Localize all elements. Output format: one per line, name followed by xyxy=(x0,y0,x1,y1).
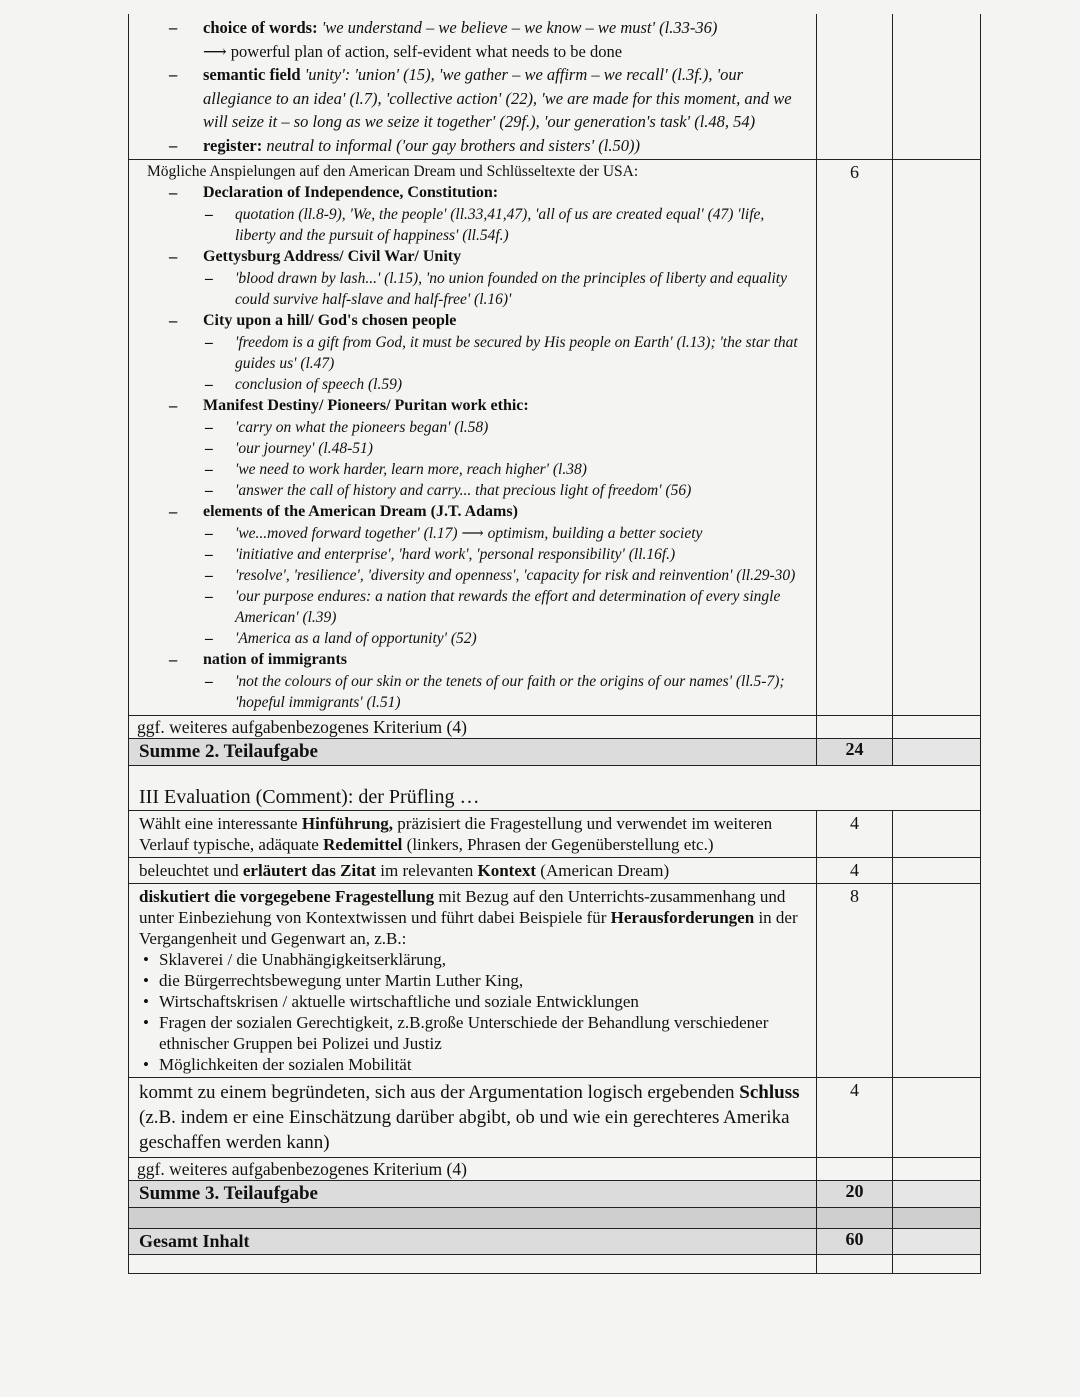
allusion-heading: – Manifest Destiny/ Pioneers/ Puritan work ethic: xyxy=(203,397,529,414)
challenge-item: • Möglichkeiten der sozialen Mobilität xyxy=(139,1054,806,1075)
allusion-quote: – 'we need to work harder, learn more, reach higher' (l.38) xyxy=(203,459,808,480)
allusion-quote: – 'we...moved forward together' (l.17) ⟶ optimism, building a better society xyxy=(203,523,808,544)
further-criterion: ggf. weiteres aufgabenbezogenes Kriterium (4) xyxy=(129,716,817,739)
allusion-heading: – City upon a hill/ God's chosen people xyxy=(203,312,457,329)
language-analysis-row xyxy=(129,14,981,160)
sum-3-label: Summe 3. Teilaufgabe xyxy=(129,1181,817,1208)
allusion-quote: – 'resolve', 'resilience', 'diversity and openness', 'capacity for risk and reinvention' (ll.29-30) xyxy=(203,565,808,586)
criterion-quote: beleuchtet und erläutert das Zitat im relevanten Kontext (American Dream) xyxy=(129,858,817,884)
criterion-conclusion: kommt zu einem begründeten, sich aus der Argumentation logisch ergebenden Schluss (z.B. indem er eine Einschätzung darüber abgibt, ob und wie ein gerechteres Amerika geschaffen werden kann) xyxy=(129,1078,817,1158)
grading-sheet xyxy=(128,14,980,1274)
allusion-quote: – 'not the colours of our skin or the tenets of our faith or the origins of our names' (ll.5-7); 'hopeful immigrants' (l.51) xyxy=(203,671,808,713)
allusions-list xyxy=(139,182,808,713)
allusion-group xyxy=(139,310,808,395)
challenge-item: • Wirtschaftskrisen / aktuelle wirtschaftliche und soziale Entwicklungen xyxy=(139,991,806,1012)
allusion-heading: – Declaration of Independence, Constitution: xyxy=(203,184,499,201)
allusion-quote: – quotation (ll.8-9), 'We, the people' (ll.33,41,47), 'all of us are created equal' (47) 'life, liberty and the pursuit of happiness' (ll.54f.) xyxy=(203,204,808,246)
criterion-intro-row xyxy=(129,811,981,858)
allusion-heading: – Gettysburg Address/ Civil War/ Unity xyxy=(203,248,462,265)
allusion-quote: – 'initiative and enterprise', 'hard work', 'personal responsibility' (ll.16f.) xyxy=(203,544,808,565)
section-3-title: III Evaluation (Comment): der Prüfling … xyxy=(129,766,981,811)
allusion-group xyxy=(139,501,808,649)
criterion-quote-points: 4 xyxy=(817,858,893,884)
total-value: 60 xyxy=(817,1229,893,1255)
allusions-row xyxy=(129,160,981,716)
allusions-intro: Mögliche Anspielungen auf den American Dream und Schlüsseltexte der USA: xyxy=(147,163,639,180)
challenge-item: • Sklaverei / die Unabhängigkeitserklärung, xyxy=(139,949,806,970)
criterion-conclusion-points: 4 xyxy=(817,1078,893,1158)
criterion-discussion-row xyxy=(129,884,981,1078)
allusions-points: 6 xyxy=(817,160,893,716)
allusion-heading: – elements of the American Dream (J.T. Adams) xyxy=(203,503,518,520)
sum-2-value: 24 xyxy=(817,739,893,766)
further-criterion-row-2 xyxy=(129,1158,981,1181)
allusion-quote: – 'blood drawn by lash...' (l.15), 'no union founded on the principles of liberty and equality could survive half-slave and half-free' (l.16)' xyxy=(203,268,808,310)
criterion-intro: Wählt eine interessante Hinführung, präzisiert die Fragestellung und verwendet im weiteren Verlauf typische, adäquate Redemittel (linkers, Phrasen der Gegenüberstellung etc.) xyxy=(129,811,817,858)
allusion-group xyxy=(139,395,808,501)
sum-2-label: Summe 2. Teilaufgabe xyxy=(129,739,817,766)
language-item: – choice of words: 'we understand – we believe – we know – we must' (l.33-36) ⟶ powerful plan of action, self-evident what needs to be done xyxy=(139,16,808,63)
total-label: Gesamt Inhalt xyxy=(129,1229,817,1255)
section-3-row xyxy=(129,766,981,811)
challenges-list xyxy=(139,949,806,1075)
allusion-quote: – conclusion of speech (l.59) xyxy=(203,374,808,395)
criterion-discussion-points: 8 xyxy=(817,884,893,1078)
allusion-quote: – 'freedom is a gift from God, it must be secured by His people on Earth' (l.13); 'the star that guides us' (l.47) xyxy=(203,332,808,374)
further-criterion-2: ggf. weiteres aufgabenbezogenes Kriterium (4) xyxy=(129,1158,817,1181)
allusion-quote: – 'our purpose endures: a nation that rewards the effort and determination of every single American' (l.39) xyxy=(203,586,808,628)
allusion-quote: – 'America as a land of opportunity' (52) xyxy=(203,628,808,649)
challenge-item: • die Bürgerrechtsbewegung unter Martin Luther King, xyxy=(139,970,806,991)
sum-2-row xyxy=(129,739,981,766)
total-row xyxy=(129,1229,981,1255)
allusion-group xyxy=(139,246,808,310)
criterion-conclusion-row xyxy=(129,1078,981,1158)
criterion-discussion: diskutiert die vorgegebene Fragestellung mit Bezug auf den Unterrichts-zusammenhang und unter Einbeziehung von Kontextwissen und führt dabei Beispiele für Herausforderungen in der Vergangenheit und Gegenwart an, z.B.: • Sklaverei / die Unabhängigkeitserklärung, • die Bürgerrechtsbewegung unter Martin Luther King, • Wirtschaftskrisen / aktuelle wirtschaftliche und soziale Entwicklungen • Fragen der sozialen Gerechtigkeit, z.B.große Unterschiede der Behandlung verschiedener ethnischer Gruppen bei Polizei und Justiz • Möglichkeiten der sozialen Mobilität xyxy=(129,884,817,1078)
criterion-quote-row xyxy=(129,858,981,884)
allusion-group xyxy=(139,649,808,713)
language-item: – semantic field 'unity': 'union' (15), 'we gather – we affirm – we recall' (l.3f.), 'our allegiance to an idea' (l.7), 'collective action' (22), 'we are made for this moment, and we will seize it – so long as we seize it together' (29f.), 'our generation's task' (l.48, 54) xyxy=(139,63,808,134)
criteria-table xyxy=(128,14,981,1274)
allusion-heading: – nation of immigrants xyxy=(203,651,347,668)
criterion-intro-points: 4 xyxy=(817,811,893,858)
allusion-quote: – 'our journey' (l.48-51) xyxy=(203,438,808,459)
sum-3-row xyxy=(129,1181,981,1208)
challenge-item: • Fragen der sozialen Gerechtigkeit, z.B.große Unterschiede der Behandlung verschiedener ethnischer Gruppen bei Polizei und Justiz xyxy=(139,1012,806,1054)
language-item: – register: neutral to informal ('our gay brothers and sisters' (l.50)) xyxy=(139,134,808,158)
further-criterion-row xyxy=(129,716,981,739)
allusion-group xyxy=(139,182,808,246)
allusion-quote: – 'carry on what the pioneers began' (l.58) xyxy=(203,417,808,438)
sum-3-value: 20 xyxy=(817,1181,893,1208)
bottom-spacer-row xyxy=(129,1255,981,1274)
spacer-row xyxy=(129,1208,981,1229)
allusion-quote: – 'answer the call of history and carry... that precious light of freedom' (56) xyxy=(203,480,808,501)
language-list xyxy=(139,16,808,157)
